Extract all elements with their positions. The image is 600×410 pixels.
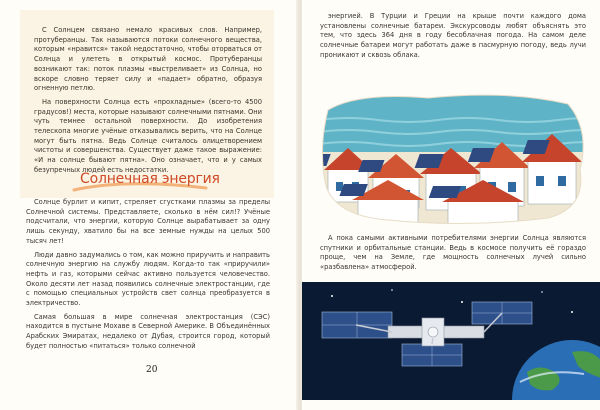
right-paragraph-1: энергией. В Турции и Греции на крыше почти каждого дома установлены солнечные батареи. Экскурсоводы любят объяснять это тем, что здесь 364 дня в году бесоблачная погода. На самом деле солнечные батареи могут работать даже в пасмурную погоду, ведь лучи проникают и сквозь облака. [320, 12, 586, 59]
right-page [302, 0, 600, 410]
body-paragraph-3: Самая большая в мире солнечная электростанция (СЭС) находится в пустыне Мохаве в Северной Америке. В Объединённых Арабских Эмиратах, недалеко от Дубая, строится город, который будет полностью «питаться» только солнечной [26, 312, 270, 350]
intro-paragraph-2: На поверхности Солнца есть «прохладные» (всего-то 4500 градусов!) места, которые называют солнечными пятнами. Они чуть темнее остальной поверхности. До изобретения телескопа многие учёные отказывались верить, что на Солнце могут быть пятна. Ведь Солнце считалось олицетворением чистоты и совершенства. Существует даже такое выражение: «И на солнце бывают пятна». Оно означает, что и у самых безупречных людей есть недостатки. [34, 97, 262, 174]
intro-box [20, 10, 274, 198]
right-paragraph-2: А пока самыми активными потребителями энергии Солнца являются спутники и орбитальные станции. Ведь в космосе получить её гораздо проще, чем на Земле, где мощность солнечных лучей сильно «разбавлена» атмосферой. [320, 234, 586, 272]
right-mid-text [320, 234, 586, 273]
intro-paragraph-1: С Солнцем связано немало красивых слов. Например, протуберанцы. Так называются потоки солнечного вещества, которым «нравится» такой недостаточно, чтобы оторваться от Солнца и улететь в открытый космос. Протуберанцы возникают так: поток плазмы «выстреливает» из Солнца, но вскоре словно теряет силу и «падает» обратно, образуя огненную петлю. [34, 26, 262, 93]
body-paragraph-1: Солнце бурлит и кипит, стреляет сгустками плазмы за пределы Солнечной системы. Представляете, сколько в нём сил!? Учёные подсчитали, что энергии, которую Солнце вырабатывает за одну лишь секунду, хватило бы на все земные нужды на целых 500 тысяч лет! [26, 198, 270, 245]
solar-houses-illustration [318, 90, 588, 225]
space-station-illustration [302, 282, 600, 400]
right-top-text [320, 12, 586, 61]
left-page [0, 0, 298, 410]
body-text [20, 198, 276, 352]
body-paragraph-2: Люди давно задумались о том, как можно приручить и направить солнечную энергию на службу людям. Когда-то так «приручили» нефть и газ, которыми сейчас активно пользуется человечество. Около десяти лет назад появились солнечные электростанции, где с помощью специальных устройств свет солнца преобразуется в электричество. [26, 250, 270, 308]
section-title: Солнечная энергия [80, 171, 220, 187]
page-number: 20 [146, 365, 158, 375]
